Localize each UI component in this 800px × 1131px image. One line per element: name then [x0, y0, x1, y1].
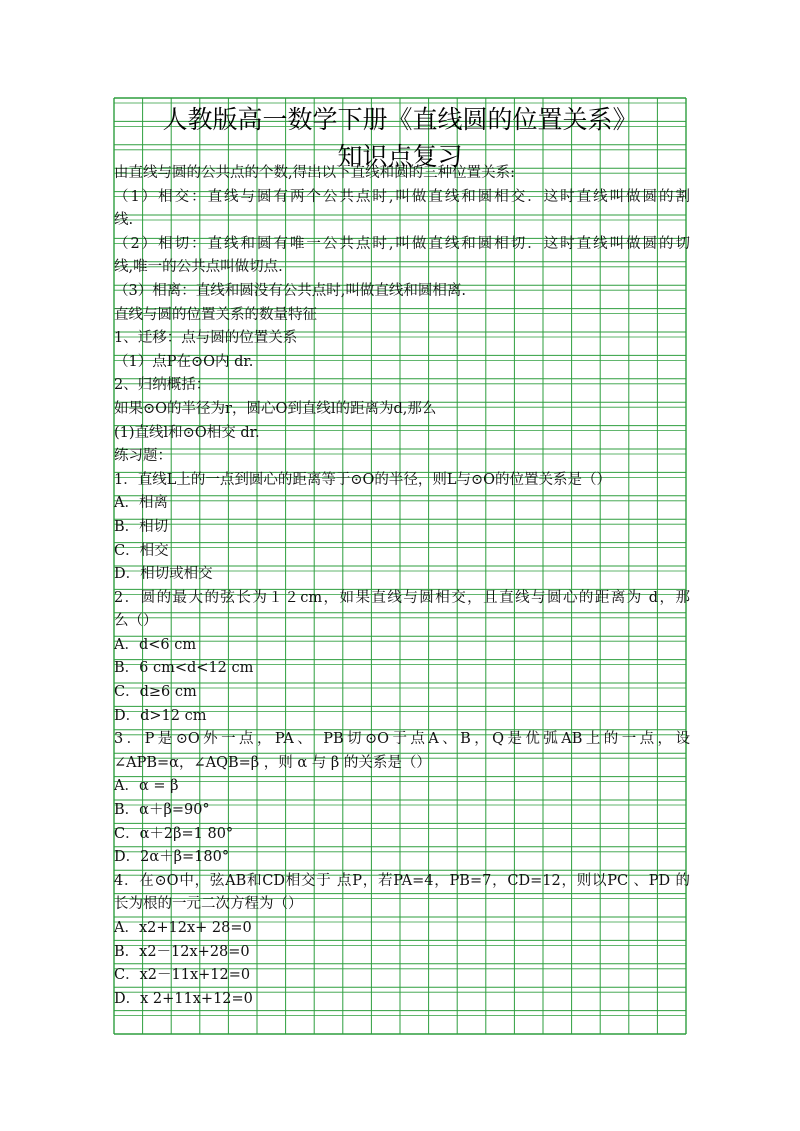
- text-line: 如果⊙O的半径为r，圆心O到直线l的距离为d,那么: [114, 400, 437, 417]
- text-line: 线,唯一的公共点叫做切点.: [114, 259, 283, 276]
- text-line: 2．圆的最大的弦长为１２cm，如果直线与圆相交，且直线与圆心的距离为 d，那: [114, 589, 690, 606]
- text-line: D．2α＋β=180°: [114, 849, 230, 866]
- page-title: 人教版高一数学下册《直线圆的位置关系》: [162, 105, 638, 134]
- text-line: 4．在⊙O中，弦AB和CD相交于 点P，若PA=4，PB=7，CD=12，则以PC 、PD 的: [114, 872, 690, 889]
- text-line: A．d<6 cm: [114, 636, 197, 653]
- text-line: 3．P是⊙O外一点，PA、 PB切⊙O于点A、B，Q是优弧AB上的一点，设: [114, 731, 690, 748]
- text-line: D．d>12 cm: [114, 707, 207, 724]
- text-line: 么（）: [114, 613, 158, 630]
- text-line: 2、归纳概括：: [114, 377, 211, 394]
- text-line: B．α＋β=90°: [114, 802, 210, 819]
- text-line: C．α＋2β=1 80°: [114, 825, 234, 842]
- text-line: 线.: [114, 212, 134, 229]
- text-line: 1、迁移：点与圆的位置关系: [114, 330, 298, 347]
- text-line: C．相交: [114, 542, 169, 559]
- text-line: （1）点P在⊙O内 dr.: [114, 353, 254, 370]
- text-line: B．相切: [114, 518, 169, 535]
- text-line: D．x 2+11x+12=0: [114, 990, 253, 1007]
- text-line: B．x2－12x+28=0: [114, 943, 250, 960]
- text-line: （2）相切：直线和圆有唯一公共点时,叫做直线和圆相切．这时直线叫做圆的切: [114, 235, 690, 252]
- text-line: A．α = β: [114, 778, 179, 795]
- text-line: 练习题：: [114, 448, 172, 465]
- text-line: 直线与圆的位置关系的数量特征: [114, 306, 317, 323]
- text-line: A．相离: [114, 495, 168, 512]
- text-line: （1）相交：直线与圆有两个公共点时,叫做直线和圆相交．这时直线叫做圆的割: [114, 188, 690, 205]
- page-subtitle: 知识点复习: [337, 142, 463, 171]
- text-line: 1．直线L上的一点到圆心的距离等于⊙O的半径，则L与⊙O的位置关系是（）: [114, 471, 612, 488]
- text-line: C．x2－11x+12=0: [114, 967, 251, 984]
- text-line: D．相切或相交: [114, 566, 213, 583]
- text-line: 由直线与圆的公共点的个数,得出以下直线和圆的三种位置关系:: [114, 165, 515, 181]
- text-line: ∠APB=α，∠AQB=β ，则 α 与 β 的关系是（）: [114, 754, 431, 771]
- document-body: [114, 162, 690, 1011]
- text-line: C．d≥6 cm: [114, 684, 197, 701]
- text-line: A．x2+12x+ 28=0: [114, 920, 252, 936]
- text-line: B．6 cm<d<12 cm: [114, 660, 254, 677]
- text-line: 长为根的一元二次方程为（）: [114, 896, 303, 913]
- text-line: (1)直线l和⊙O相交 dr.: [114, 424, 260, 441]
- text-line: （3）相离：直线和圆没有公共点时,叫做直线和圆相离.: [114, 282, 466, 299]
